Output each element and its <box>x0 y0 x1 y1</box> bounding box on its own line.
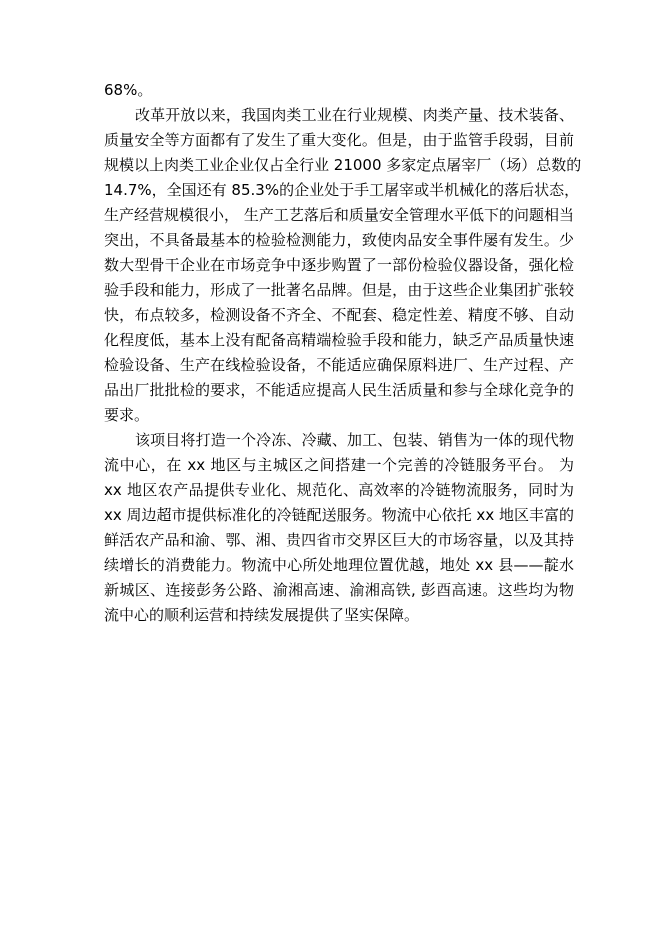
text-line: 流中心的顺利运营和持续发展提供了坚实保障。 <box>104 606 420 624</box>
text-line: 要求。 <box>104 406 150 424</box>
text-line: 突出，不具备最基本的检验检测能力，致使肉品安全事件屡有发生。少 <box>104 231 574 249</box>
text-line: 规模以上肉类工业企业仅占全行业 21000 多家定点屠宰厂（场）总数的 <box>104 156 582 174</box>
text-line: 快，布点较多，检测设备不齐全、不配套、稳定性差、精度不够、自动 <box>104 306 574 324</box>
text-line: 改革开放以来，我国肉类工业在行业规模、肉类产量、技术装备、 <box>135 106 574 124</box>
text-line: 该项目将打造一个冷冻、冷藏、加工、包装、销售为一体的现代物 <box>135 431 574 449</box>
text-line: 新城区、连接彭务公路、渝湘高速、渝湘高铁, 彭酉高速。这些均为物 <box>104 581 574 599</box>
text-line: 数大型骨干企业在市场竞争中逐步购置了一部份检验仪器设备，强化检 <box>104 256 574 274</box>
text-line: xx 地区农产品提供专业化、规范化、高效率的冷链物流服务，同时为 <box>104 481 574 499</box>
text-line: 鲜活农产品和渝、鄂、湘、贵四省市交界区巨大的市场容量，以及其持 <box>104 531 574 549</box>
text-line: 流中心，在 xx 地区与主城区之间搭建一个完善的冷链服务平台。 为 <box>104 456 574 474</box>
text-line: 生产经营规模很小， 生产工艺落后和质量安全管理水平低下的问题相当 <box>104 206 574 224</box>
text-line: 续增长的消费能力。物流中心所处地理位置优越，地处 xx 县——靛水 <box>104 556 574 574</box>
text-line: xx 周边超市提供标准化的冷链配送服务。物流中心依托 xx 地区丰富的 <box>104 506 574 524</box>
text-line: 验手段和能力，形成了一批著名品牌。但是，由于这些企业集团扩张较 <box>104 281 574 299</box>
text-line: 质量安全等方面都有了发生了重大变化。但是，由于监管手段弱，目前 <box>104 131 574 149</box>
text-line: 68%。 <box>104 81 153 99</box>
text-line: 品出厂批批检的要求，不能适应提高人民生活质量和参与全球化竞争的 <box>104 381 574 399</box>
text-line: 化程度低，基本上没有配备高精端检验手段和能力，缺乏产品质量快速 <box>104 331 574 349</box>
text-line: 14.7%，全国还有 85.3%的企业处于手工屠宰或半机械化的落后状态， <box>104 181 580 199</box>
text-line: 检验设备、生产在线检验设备，不能适应确保原料进厂、生产过程、产 <box>104 356 574 374</box>
